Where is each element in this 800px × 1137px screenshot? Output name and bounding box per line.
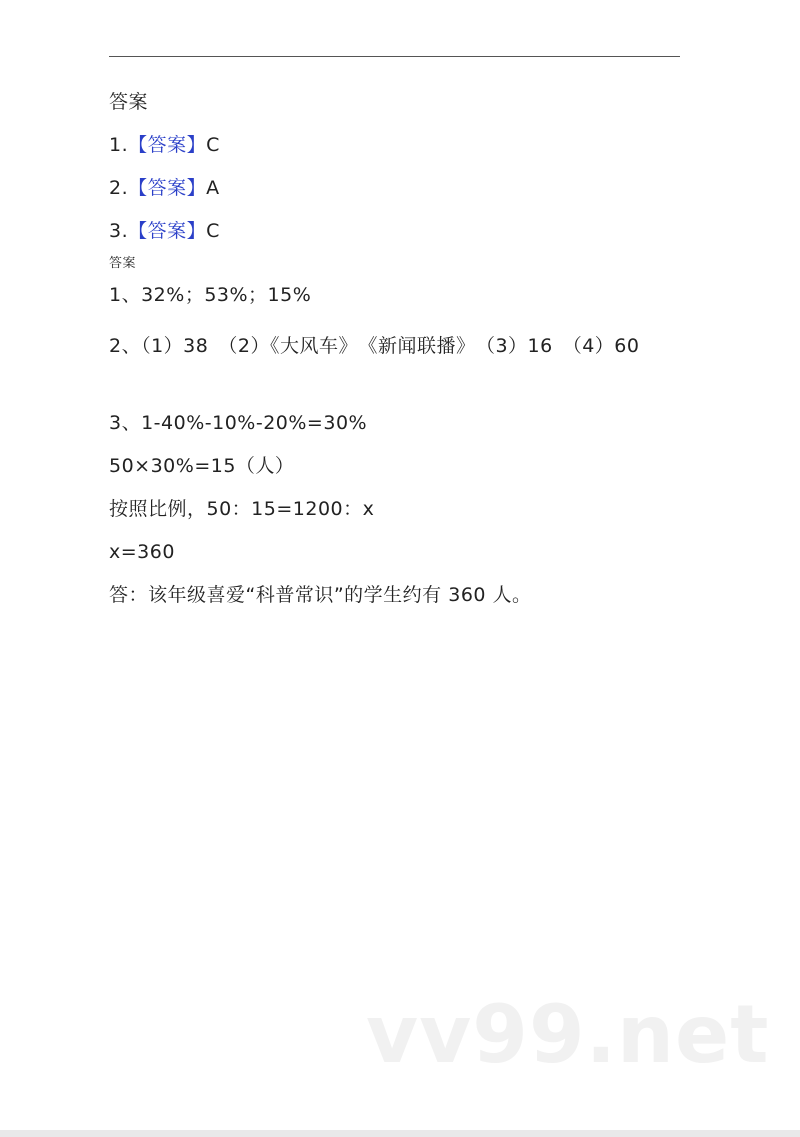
- answer-value: A: [206, 177, 220, 199]
- answer-line-6: x=360: [109, 541, 175, 563]
- page-bottom-band: [0, 1130, 800, 1137]
- answer-number: 3.: [109, 220, 129, 242]
- watermark: vv99.net: [366, 988, 770, 1081]
- answer-number: 1.: [109, 134, 129, 156]
- answer-tag: 【答案】: [128, 134, 207, 156]
- answer-item-2: [109, 176, 220, 200]
- answer-value: C: [206, 220, 220, 242]
- answer-line-4: 50×30%=15（人）: [109, 455, 295, 477]
- answer-line-3: 3、1-40%-10%-20%=30%: [109, 412, 368, 434]
- answer-value: C: [206, 134, 220, 156]
- answer-tag: 【答案】: [128, 177, 207, 199]
- answer-line-2: 2、（1）38 （2）《大风车》 《新闻联播》 （3）16 （4）60: [109, 335, 640, 357]
- answer-item-1: [109, 133, 220, 157]
- answer-number: 2.: [109, 177, 129, 199]
- answer-line-5: 按照比例，50：15=1200：x: [109, 498, 375, 520]
- answer-item-3: [109, 219, 220, 243]
- answer-tag: 【答案】: [128, 220, 207, 242]
- section2-heading: 答案: [109, 256, 137, 271]
- answer-line-7: 答：该年级喜爱“科普常识”的学生约有 360 人。: [109, 584, 532, 606]
- header-rule: [109, 56, 680, 57]
- section1-heading: 答案: [109, 91, 149, 113]
- answer-line-1: 1、32%；53%；15%: [109, 284, 312, 306]
